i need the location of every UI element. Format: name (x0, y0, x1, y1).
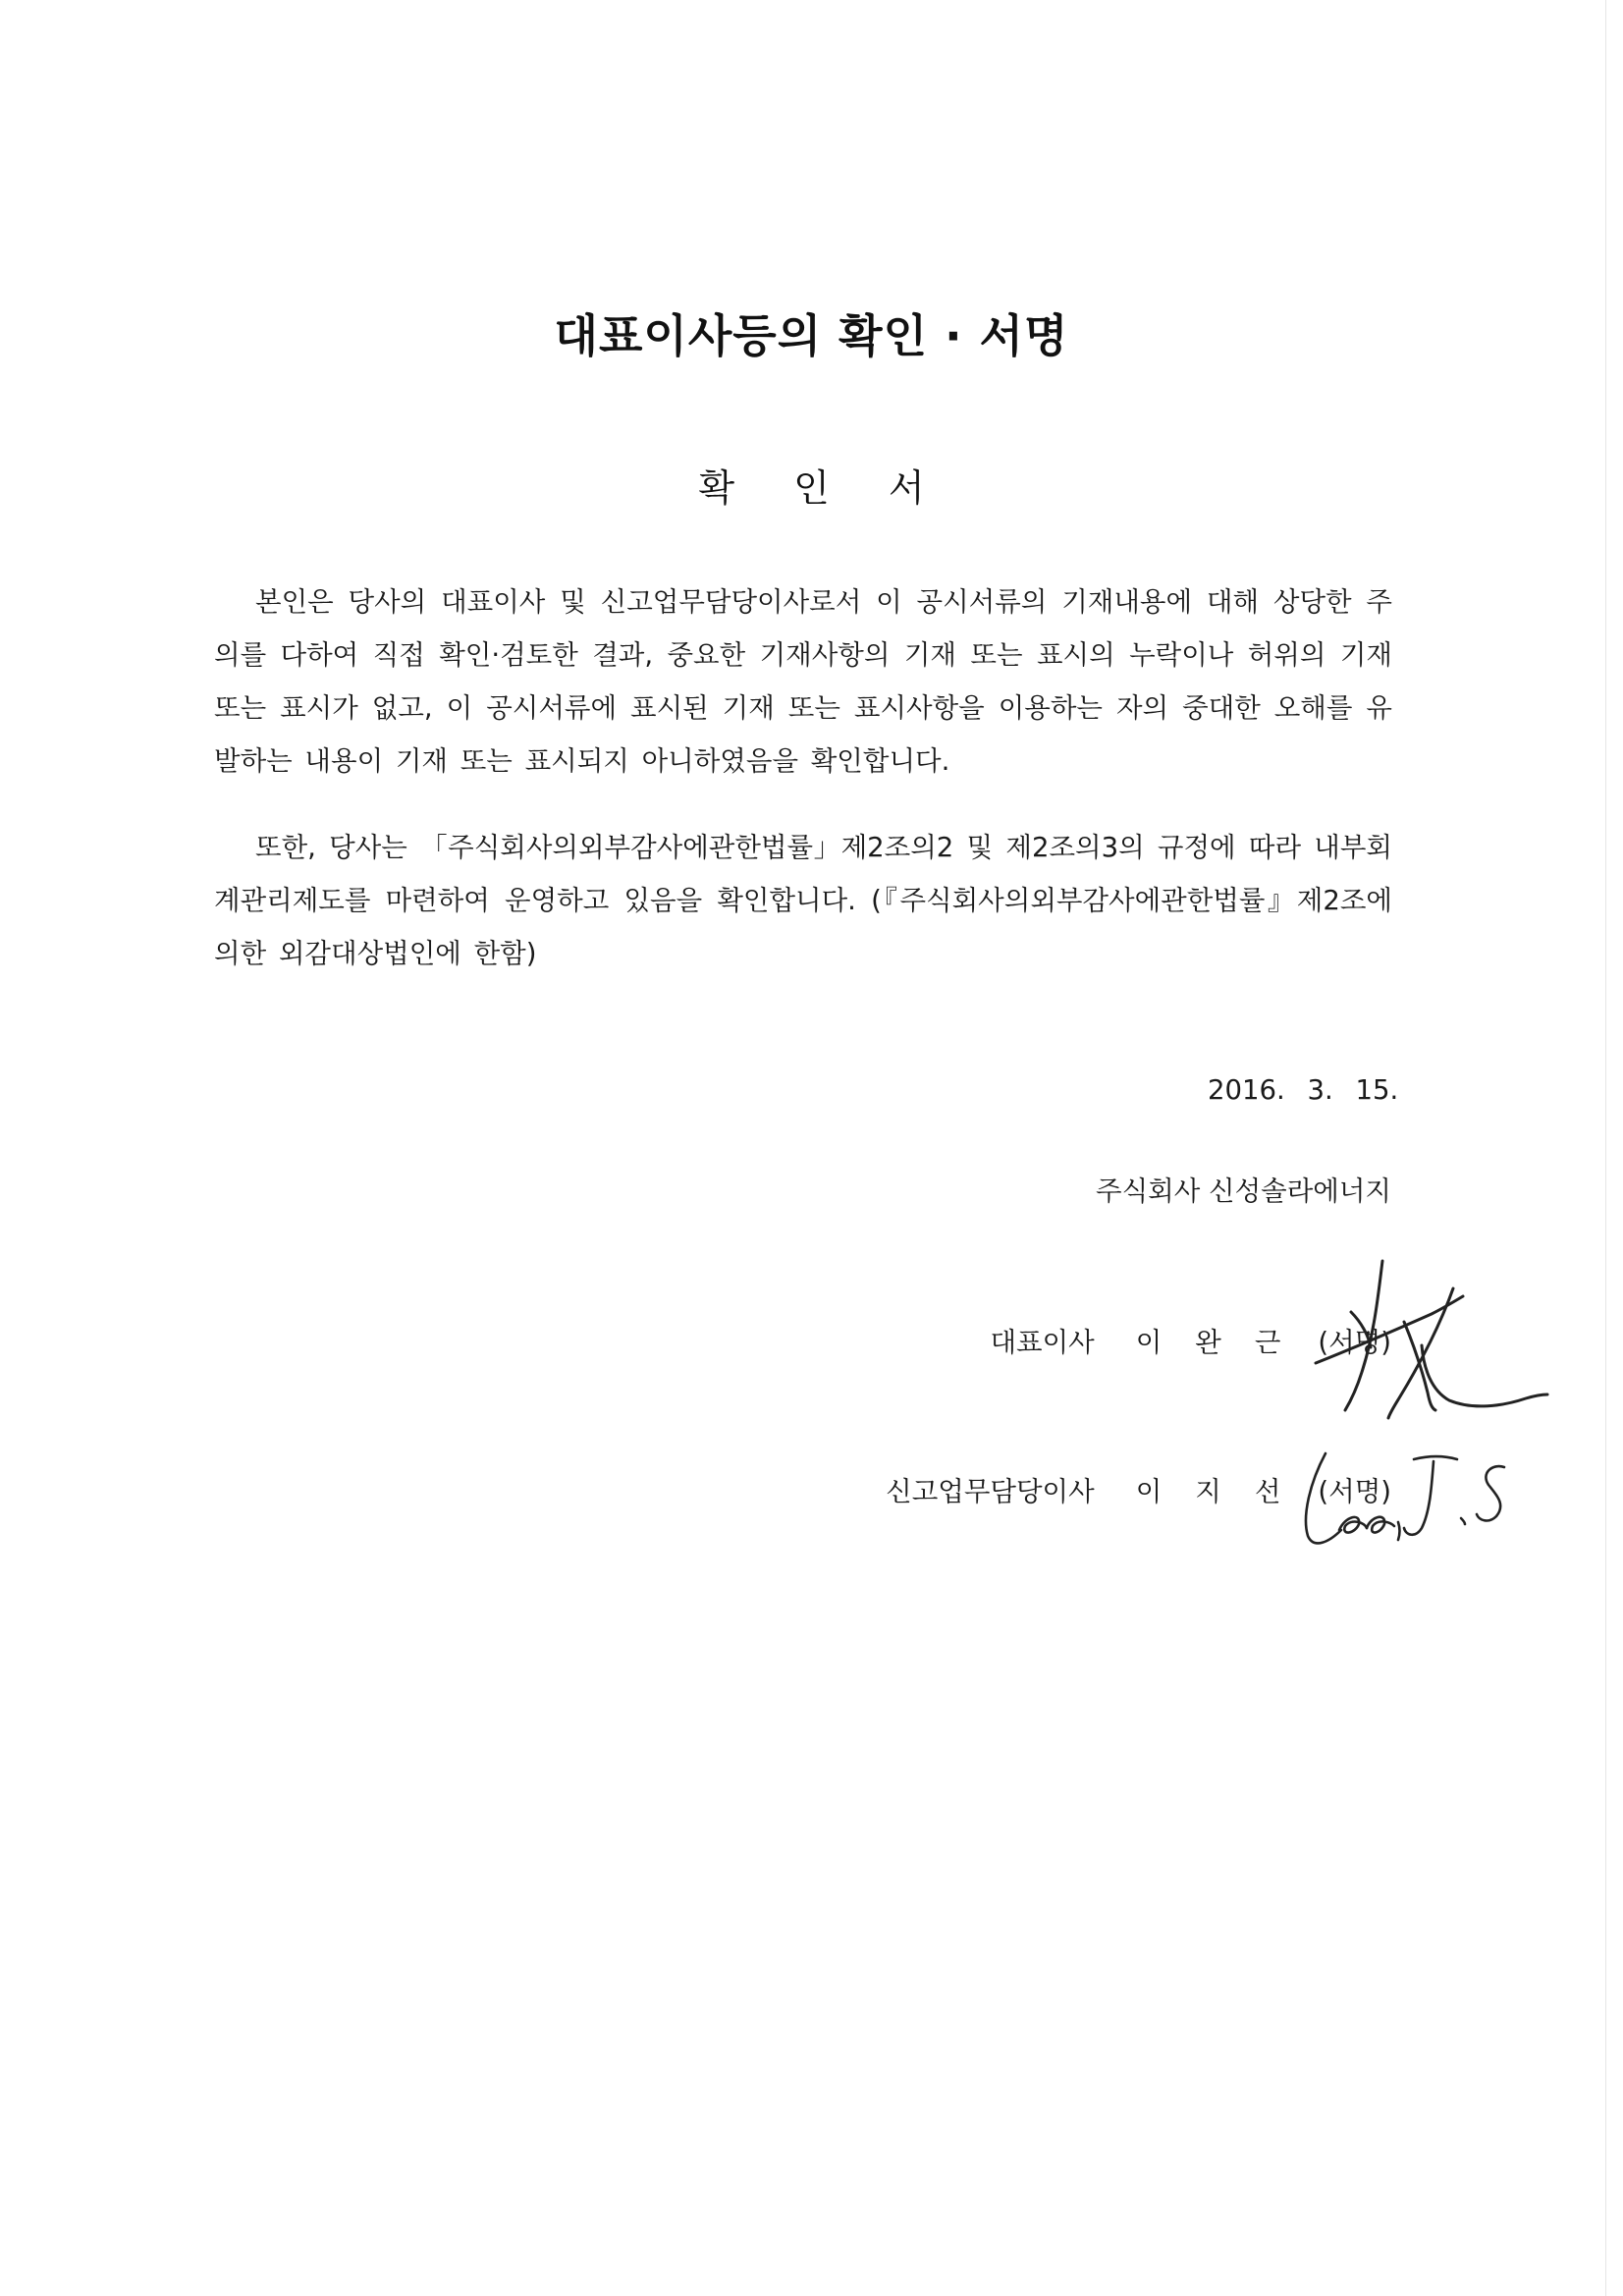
signatory-row-disclosure-officer (886, 1469, 1391, 1508)
signatory-name: 이완근 (1135, 1327, 1315, 1358)
signatory-name: 이지선 (1135, 1476, 1315, 1507)
document-date: 2016. 3. 15. (1208, 1074, 1399, 1106)
company-name: 주식회사 신성솔라에너지 (1096, 1175, 1391, 1207)
document-title: 대표이사등의 확인 · 서명 (554, 309, 1069, 362)
confirmation-paragraph: 본인은 당사의 대표이사 및 신고업무담당이사로서 이 공시서류의 기재내용에 대해 상당한 주의를 다하여 직접 확인·검토한 결과, 중요한 기재사항의 기재 또는 표시의 누락이나 허위의 기재 또는 표시가 없고, 이 공시서류에 표시된 기재 또는 표시사항을 이용하는 자의 중대한 오해를 유발하는 내용이 기재 또는 표시되지 아니하였음을 확인합니다. (214, 586, 1392, 777)
signature-label: (서명) (1318, 1327, 1391, 1358)
signature-label: (서명) (1318, 1476, 1391, 1507)
signatory-role: 신고업무담당이사 (886, 1476, 1095, 1507)
signature-stroke (1404, 1322, 1435, 1410)
signature-stroke (1404, 1461, 1434, 1535)
internal-control-paragraph: 또한, 당사는 「주식회사의외부감사에관한법률」제2조의2 및 제2조의3의 규정에 따라 내부회계관리제도를 마련하여 운영하고 있음을 확인합니다. (『주식회사의외부감사에관한법률』제2조에 의한 외감대상법인에 한함) (214, 832, 1392, 969)
signature-stroke (1367, 1517, 1394, 1533)
signature-stroke (1339, 1517, 1367, 1533)
signature-stroke (1461, 1518, 1465, 1524)
signatory-row-ceo (990, 1320, 1391, 1359)
signature-stroke (1414, 1456, 1457, 1459)
document-subtitle: 확 인 서 (698, 466, 948, 510)
signatory-role: 대표이사 (990, 1327, 1095, 1358)
signature-stroke (1398, 1522, 1400, 1540)
signature-stroke (1422, 1345, 1547, 1406)
signature-stroke (1388, 1288, 1453, 1418)
signature-stroke (1477, 1466, 1504, 1520)
